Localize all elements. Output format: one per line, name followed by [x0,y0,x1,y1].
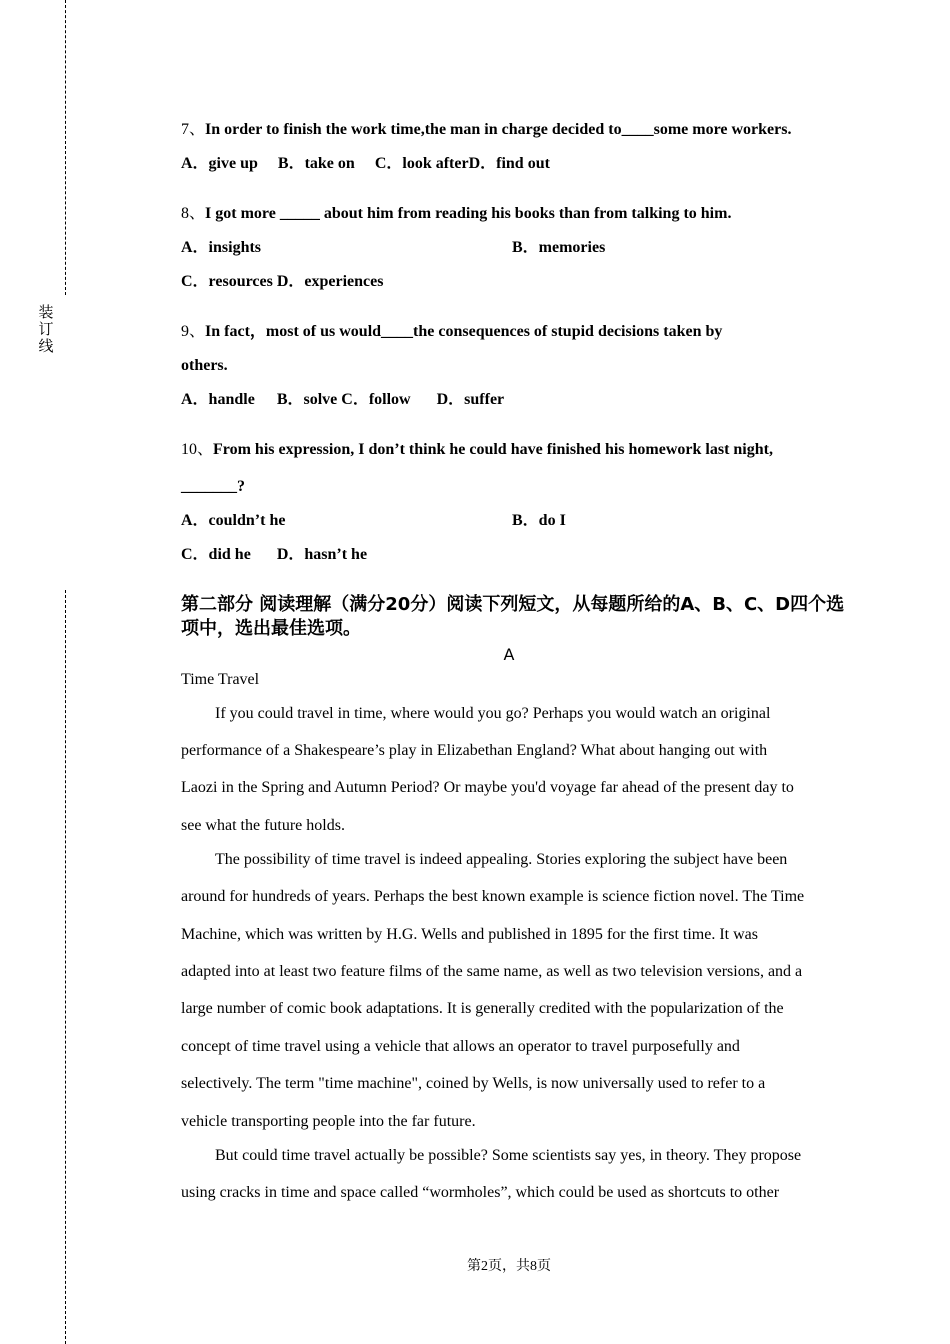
question-10-option-b: B．do I [512,512,566,529]
page-footer: 第2页，共8页 [467,1259,551,1274]
passage-line: vehicle transporting people into the far future. [181,1113,476,1130]
binding-line-bottom [65,590,66,1344]
passage-line: concept of time travel using a vehicle that allows an operator to travel purposefully and [181,1038,740,1055]
passage-line: selectively. The term "time machine", coined by Wells, is now universally used to refer to a [181,1075,766,1092]
question-9-options: A．handle B．solve C．follow D．suffer [181,391,505,408]
passage-line: adapted into at least two feature films of the same name, as well as two television versions, and a [181,963,803,980]
question-8: 8、I got more _____ about him from reading his books than from talking to him. [181,205,732,222]
passage-line: performance of a Shakespeare’s play in Elizabethan England? What about hanging out with [181,742,768,759]
passage-label: A [503,645,515,664]
passage-line: If you could travel in time, where would you go? Perhaps you would watch an original [215,705,771,722]
passage-line: using cracks in time and space called “wormholes”, which could be used as shortcuts to other [181,1184,780,1201]
passage-line: large number of comic book adaptations. It is generally credited with the popularization of the [181,1000,784,1017]
question-10: 10、From his expression, I don’t think he could have finished his homework last night, [181,441,773,458]
section-heading: 第二部分 阅读理解（满分20分）阅读下列短文，从每题所给的A、B、C、D四个选项中，选出最佳选项。 [181,594,845,639]
question-10-option-a: A．couldn’t he [181,512,286,529]
passage-line: The possibility of time travel is indeed appealing. Stories exploring the subject have been [215,851,788,868]
question-7-options: A．give up B．take on C．look afterD．find out [181,155,550,172]
question-10-options-cd: C．did he D．hasn’t he [181,546,368,563]
passage-line: Machine, which was written by H.G. Wells and published in 1895 for the first time. It was [181,926,758,943]
passage-title: Time Travel [181,671,260,688]
passage-line: Laozi in the Spring and Autumn Period? Or maybe you'd voyage far ahead of the present day to [181,779,794,796]
question-8-option-b: B．memories [512,239,606,256]
passage-line: But could time travel actually be possible? Some scientists say yes, in theory. They propose [215,1147,802,1164]
binding-label: 装订线 [38,305,54,355]
question-9-cont: others. [181,357,228,374]
binding-line-top [65,0,66,295]
passage-line: see what the future holds. [181,817,345,834]
question-8-option-a: A．insights [181,239,262,256]
question-10-cont: _______? [181,478,245,495]
passage-line: around for hundreds of years. Perhaps the best known example is science fiction novel. The Time [181,888,805,905]
question-9: 9、In fact，most of us would____the consequences of stupid decisions taken by [181,323,723,340]
question-7: 7、In order to finish the work time,the man in charge decided to____some more workers. [181,121,792,138]
question-8-options-cd: C．resources D．experiences [181,273,384,290]
